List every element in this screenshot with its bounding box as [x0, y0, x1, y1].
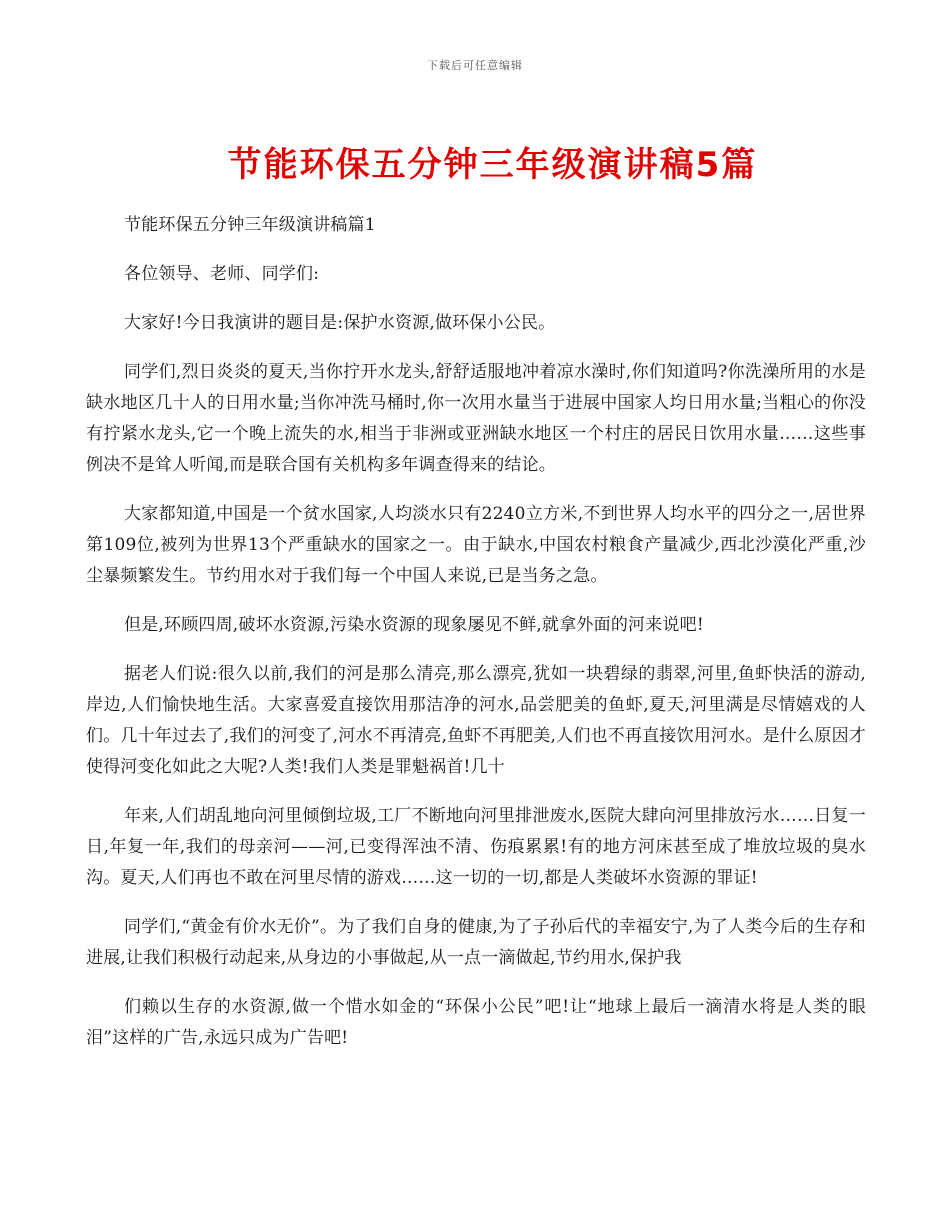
- paragraph: 但是,环顾四周,破坏水资源,污染水资源的现象屡见不鲜,就拿外面的河来说吧!: [124, 615, 704, 635]
- document-body: [86, 210, 866, 1072]
- paragraph: 大家都知道,中国是一个贫水国家,人均淡水只有2240立方米,不到世界人均水平的四分之一,居世界第109位,被列为世界13个严重缺水的国家之一。由于缺水,中国农村粮食产量减少,西北沙漠化严重,沙尘暴频繁发生。节约用水对于我们每一个中国人来说,已是当务之急。: [86, 504, 866, 586]
- paragraph: 们赖以生存的水资源,做一个惜水如金的“环保小公民”吧!让“地球上最后一滴清水将是人类的眼泪”这样的广告,永远只成为广告吧!: [86, 997, 866, 1048]
- paragraph: 据老人们说:很久以前,我们的河是那么清亮,那么漂亮,犹如一块碧绿的翡翠,河里,鱼虾快活的游动,岸边,人们愉快地生活。大家喜爱直接饮用那洁净的河水,品尝肥美的鱼虾,夏天,河里满是尽情嬉戏的人们。几十年过去了,我们的河变了,河水不再清亮,鱼虾不再肥美,人们也不再直接饮用河水。是什么原因才使得河变化如此之大呢?人类!我们人类是罪魁祸首!几十: [86, 664, 866, 777]
- header-note: 下载后可任意编辑: [427, 59, 523, 72]
- section-heading: 节能环保五分钟三年级演讲稿篇1: [124, 215, 376, 235]
- paragraph: 同学们,“黄金有价水无价”。为了我们自身的健康,为了子孙后代的幸福安宁,为了人类今后的生存和进展,让我们积极行动起来,从身边的小事做起,从一点一滴做起,节约用水,保护我: [86, 917, 866, 968]
- document-title: 节能环保五分钟三年级演讲稿5篇: [227, 145, 758, 185]
- salutation: 各位领导、老师、同学们:: [124, 264, 320, 284]
- paragraph: 大家好!今日我演讲的题目是:保护水资源,做环保小公民。: [124, 313, 556, 333]
- paragraph: 同学们,烈日炎炎的夏天,当你拧开水龙头,舒舒适服地冲着凉水澡时,你们知道吗?你洗澡所用的水是缺水地区几十人的日用水量;当你冲洗马桶时,你一次用水量当于进展中国家人均日用水量;当粗心的你没有拧紧水龙头,它一个晚上流失的水,相当于非洲或亚洲缺水地区一个村庄的居民日饮用水量……这些事例决不是耸人听闻,而是联合国有关机构多年调查得来的结论。: [86, 362, 866, 475]
- paragraph: 年来,人们胡乱地向河里倾倒垃圾,工厂不断地向河里排泄废水,医院大肆向河里排放污水……日复一日,年复一年,我们的母亲河——河,已变得浑浊不清、伤痕累累!有的地方河床甚至成了堆放垃圾的臭水沟。夏天,人们再也不敢在河里尽情的游戏……这一切的一切,都是人类破坏水资源的罪证!: [86, 806, 866, 888]
